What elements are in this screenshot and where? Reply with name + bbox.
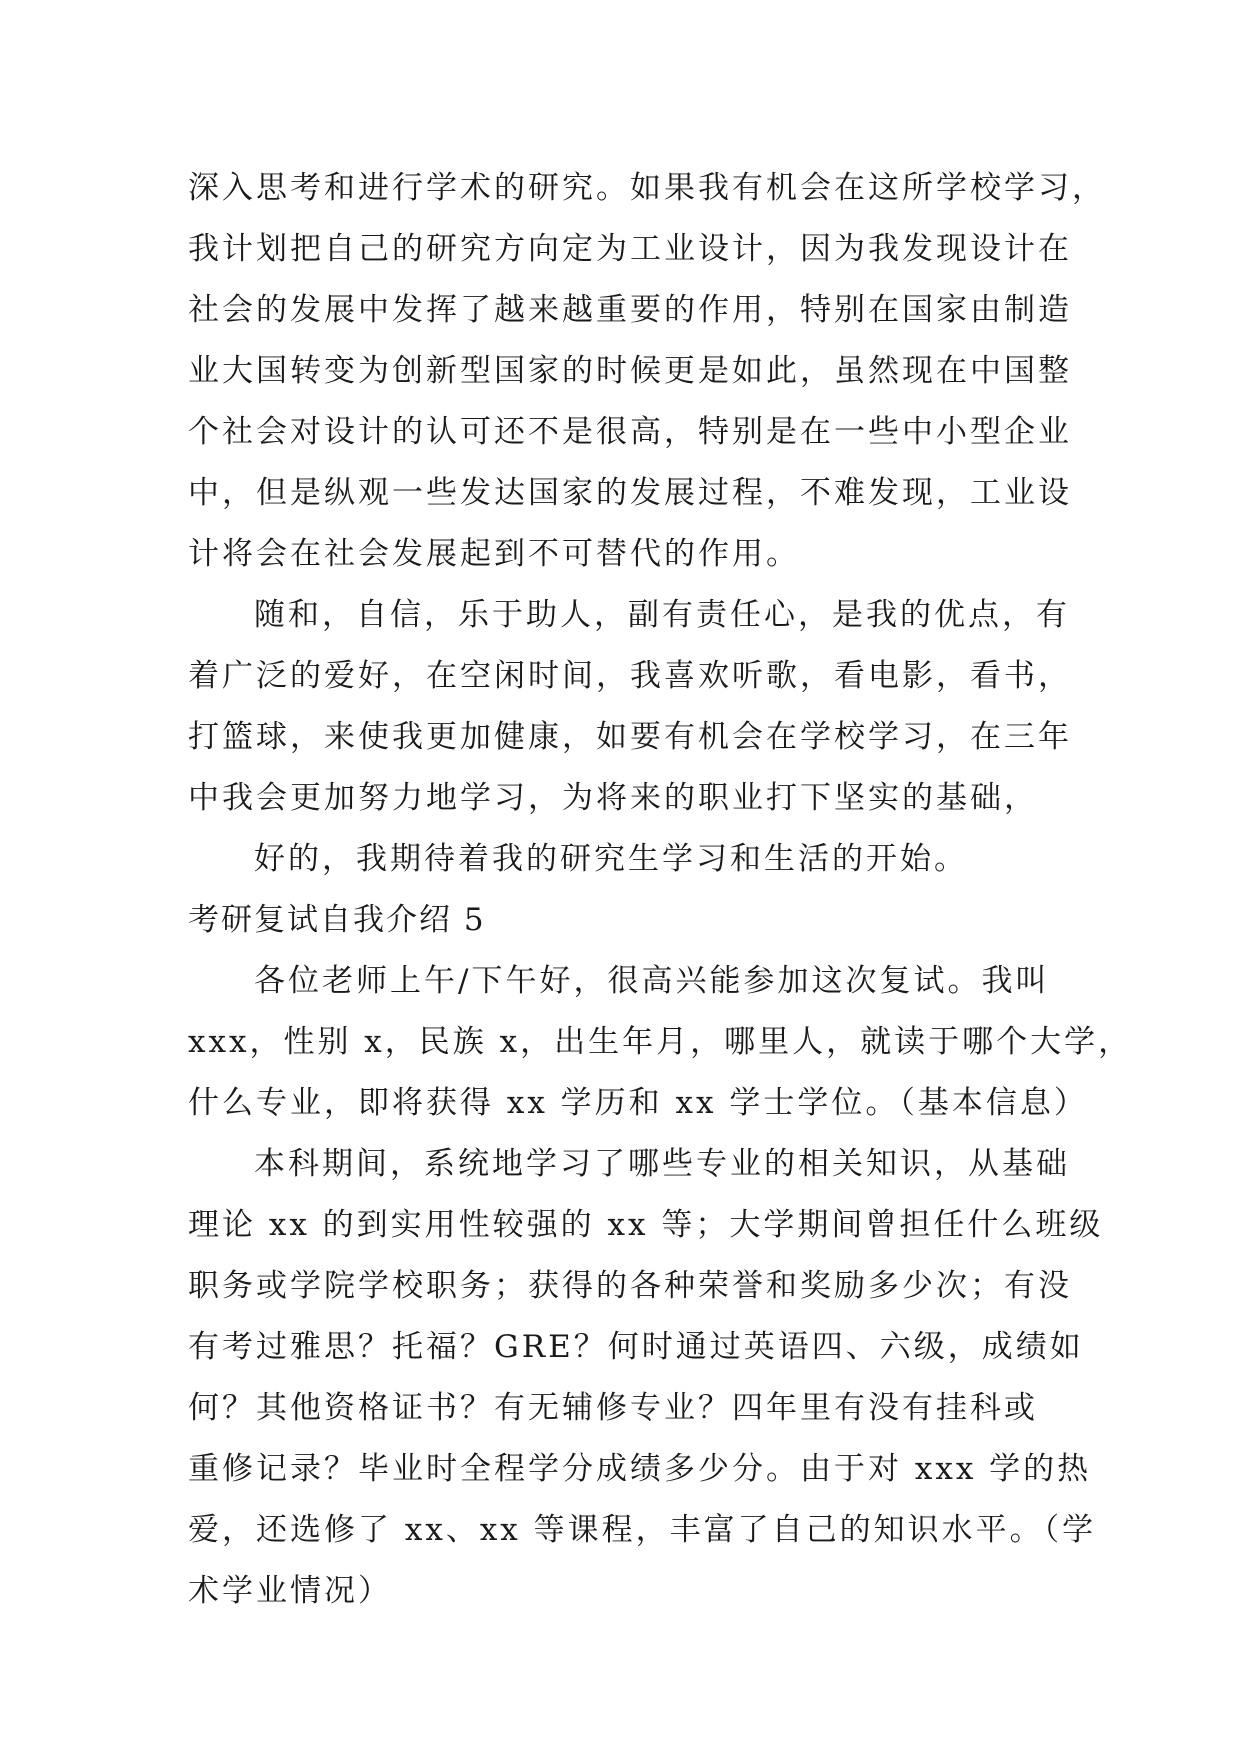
section-heading: 考研复试自我介绍 5: [188, 902, 486, 938]
text-line: 打篮球，来使我更加健康，如要有机会在学校学习，在三年: [188, 719, 1072, 755]
text-line: 重修记录？毕业时全程学分成绩多少分。由于对 xxx 学的热: [188, 1451, 1092, 1487]
text-line: 随和，自信，乐于助人，副有责任心，是我的优点，有: [254, 597, 1070, 633]
text-line: 中，但是纵观一些发达国家的发展过程，不难发现，工业设: [188, 475, 1072, 511]
text-line: 计将会在社会发展起到不可替代的作用。: [188, 536, 800, 572]
text-line: 中我会更加努力地学习，为将来的职业打下坚实的基础，: [188, 780, 1038, 816]
text-line: 个社会对设计的认可还不是很高，特别是在一些中小型企业: [188, 414, 1072, 450]
text-line: 各位老师上午/下午好，很高兴能参加这次复试。我叫: [254, 963, 1050, 999]
text-line: 术学业情况）: [188, 1573, 392, 1609]
text-line: 社会的发展中发挥了越来越重要的作用，特别在国家由制造: [188, 292, 1072, 328]
text-line: 有考过雅思？托福？GRE？何时通过英语四、六级，成绩如: [188, 1329, 1084, 1365]
text-line: 何？其他资格证书？有无辅修专业？四年里有没有挂科或: [188, 1390, 1038, 1426]
text-line: 爱，还选修了 xx、xx 等课程，丰富了自己的知识水平。（学: [188, 1512, 1097, 1548]
text-line: 业大国转变为创新型国家的时候更是如此，虽然现在中国整: [188, 353, 1072, 389]
text-line: 好的，我期待着我的研究生学习和生活的开始。: [254, 841, 968, 877]
text-line: 理论 xx 的到实用性较强的 xx 等；大学期间曾担任什么班级: [188, 1207, 1104, 1243]
text-line: 着广泛的爱好，在空闲时间，我喜欢听歌，看电影，看书，: [188, 658, 1072, 694]
text-line: 我计划把自己的研究方向定为工业设计，因为我发现设计在: [188, 231, 1072, 267]
document-body: [188, 158, 1133, 1622]
text-line: 本科期间，系统地学习了哪些专业的相关知识，从基础: [254, 1146, 1070, 1182]
text-line: 什么专业，即将获得 xx 学历和 xx 学士学位。（基本信息）: [188, 1085, 1088, 1121]
text-line: 深入思考和进行学术的研究。如果我有机会在这所学校学习，: [188, 170, 1106, 206]
text-line: 职务或学院学校职务；获得的各种荣誉和奖励多少次；有没: [188, 1268, 1072, 1304]
text-line: xxx，性别 x，民族 x，出生年月，哪里人，就读于哪个大学，: [188, 1024, 1133, 1060]
